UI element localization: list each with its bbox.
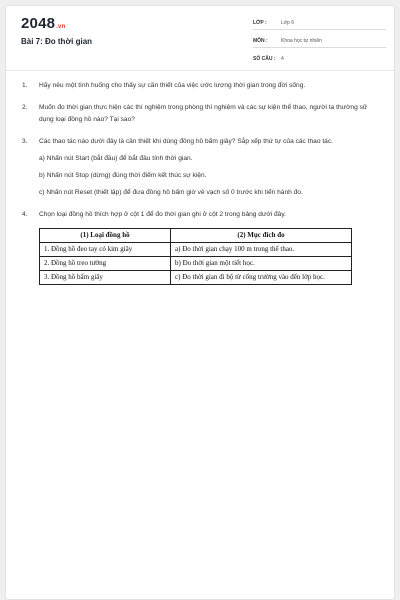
sub-option: a) Nhấn nút Start (bắt đầu) để bắt đầu tính thời gian. <box>39 155 193 162</box>
question-number: 1. <box>22 82 28 89</box>
question-number: 2. <box>22 104 28 111</box>
question-item <box>22 136 382 199</box>
question-text: Hãy nêu một tình huống cho thấy sự cần thiết của việc ước lượng thời gian trong đời sống. <box>39 82 306 89</box>
brand-name: 2048 <box>21 15 56 32</box>
question-text: Các thao tác nào dưới đây là cần thiết khi dùng đồng hồ bấm giây? Sắp xếp thứ tự của các thao tác. <box>39 138 333 145</box>
brand-logo[interactable] <box>21 16 65 35</box>
sub-option: b) Nhấn nút Stop (dừng) đúng thời điểm kết thúc sự kiện. <box>39 172 207 179</box>
header-divider <box>6 70 394 71</box>
question-item <box>22 102 382 126</box>
meta-label: MÔN : <box>253 37 268 44</box>
meta-label: LỚP : <box>253 19 267 26</box>
question-body <box>39 209 382 285</box>
lesson-meta <box>253 16 386 70</box>
meta-row-subject <box>253 34 386 48</box>
table-cell: 3. Đồng hồ bấm giây <box>40 271 171 285</box>
page-header <box>6 6 394 70</box>
meta-value: Lớp 6 <box>281 19 295 26</box>
table-cell: a) Đo thời gian chạy 100 m trong thể thao. <box>171 243 352 257</box>
question-text: Muốn đo thời gian thực hiện các thí nghiệm trong phòng thí nghiệm và các sự kiện thể thao, người ta thường sử dụng loại đồng hồ nào? Tại sao? <box>39 104 368 123</box>
table-cell: 1. Đồng hồ đeo tay có kim giây <box>40 243 171 257</box>
question-item <box>22 209 382 285</box>
question-number: 4. <box>22 211 28 218</box>
table-header-row <box>40 229 352 243</box>
meta-label: SỐ CÂU : <box>253 56 276 62</box>
question-list <box>22 80 382 295</box>
table-header: (1) Loại đồng hồ <box>40 229 171 243</box>
lesson-title: Bài 7: Đo thời gian <box>21 37 93 46</box>
table-cell: c) Đo thời gian đi bộ từ cổng trường vào đến lớp học. <box>171 271 352 285</box>
worksheet-page <box>5 5 395 600</box>
table-row <box>40 243 352 257</box>
meta-value: Khoa học tự nhiên <box>281 37 322 44</box>
table-cell: b) Đo thời gian một tiết học. <box>171 257 352 271</box>
table-row <box>40 271 352 285</box>
question-text: Chọn loại đồng hồ thích hợp ở cột 1 để đo thời gian ghi ở cột 2 trong bảng dưới đây. <box>39 211 286 218</box>
table-header: (2) Mục đích đo <box>171 229 352 243</box>
table-row <box>40 257 352 271</box>
question-item <box>22 80 382 92</box>
matching-table <box>39 228 352 285</box>
meta-value: 4 <box>281 56 284 62</box>
brand-tld: .vn <box>56 24 66 30</box>
meta-row-question-count <box>253 52 386 66</box>
question-number: 3. <box>22 138 28 145</box>
sub-option: c) Nhấn nút Reset (thiết lập) để đưa đồng hồ bấm giờ về vạch số 0 trước khi tiến hành đo. <box>39 189 303 196</box>
table-cell: 2. Đồng hồ treo tường <box>40 257 171 271</box>
meta-row-class <box>253 16 386 30</box>
question-body <box>39 136 382 199</box>
